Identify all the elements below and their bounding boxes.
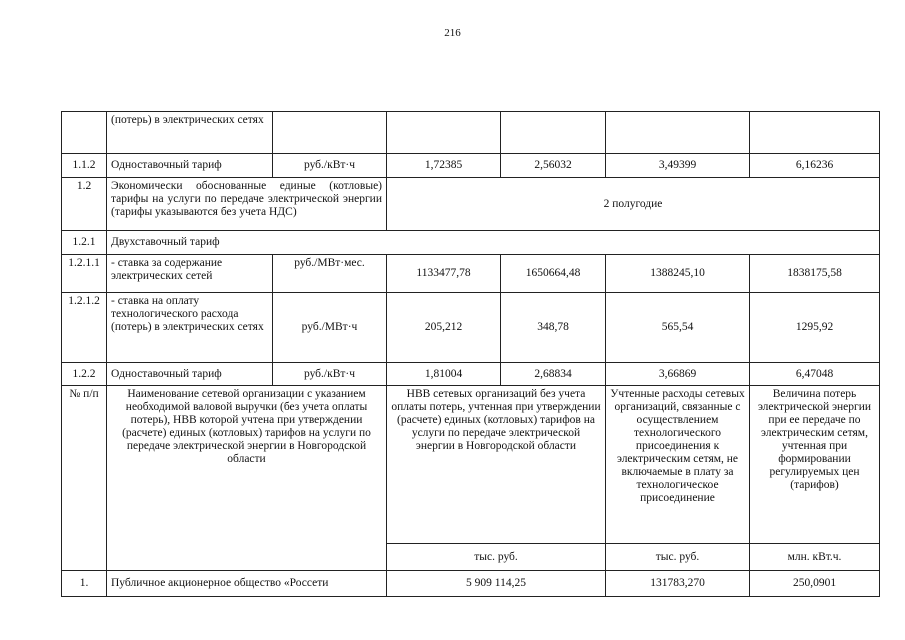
col-header-losses: Величина потерь электрической энергии при ее передаче по электрическим сетям, учтенная при формировании регулируемых цен (тарифов) bbox=[750, 386, 880, 544]
row-unit: руб./кВт·ч bbox=[273, 363, 387, 386]
row-value: 1,72385 bbox=[387, 154, 501, 178]
row-unit bbox=[273, 112, 387, 154]
row-value bbox=[606, 112, 750, 154]
row-value: 131783,270 bbox=[606, 571, 750, 597]
row-value: 205,212 bbox=[387, 293, 501, 363]
col-header-name: Наименование сетевой организации с указанием необходимой валовой выручки (без учета оплаты потерь), НВВ которой учтена при утверждении (расчете) единых (котловых) тарифов на услуги по передаче электрической энергии в Новгородской области bbox=[107, 386, 387, 571]
row-value: 1650664,48 bbox=[501, 255, 606, 293]
table-row bbox=[62, 571, 880, 597]
table-row bbox=[62, 112, 880, 154]
table-row bbox=[62, 231, 880, 255]
row-number bbox=[62, 112, 107, 154]
row-value: 565,54 bbox=[606, 293, 750, 363]
table-row bbox=[62, 178, 880, 231]
row-name: - ставка за содержание электрических сетей bbox=[107, 255, 273, 293]
table-row bbox=[62, 363, 880, 386]
row-name: Публичное акционерное общество «Россети bbox=[107, 571, 387, 597]
row-value: 6,47048 bbox=[750, 363, 880, 386]
col-header-nvv: НВВ сетевых организаций без учета оплаты потерь, учтенная при утверждении (расчете) единых (котловых) тарифов на услуги по передаче электрической энергии в Новгородской области bbox=[387, 386, 606, 544]
row-number: 1.1.2 bbox=[62, 154, 107, 178]
row-unit: руб./МВт·мес. bbox=[273, 255, 387, 293]
unit-label: тыс. руб. bbox=[606, 544, 750, 571]
row-value: 1,81004 bbox=[387, 363, 501, 386]
row-number: 1. bbox=[62, 571, 107, 597]
section-title: Экономически обоснованные единые (котловые) тарифы на услуги по передаче электрической энергии (тарифы указываются без учета НДС) bbox=[107, 178, 387, 231]
row-unit: руб./кВт·ч bbox=[273, 154, 387, 178]
unit-label: млн. кВт.ч. bbox=[750, 544, 880, 571]
row-number: 1.2.1.1 bbox=[62, 255, 107, 293]
row-value: 1133477,78 bbox=[387, 255, 501, 293]
col-header-number: № п/п bbox=[62, 386, 107, 571]
table-header-row bbox=[62, 386, 880, 544]
row-number: 1.2.2 bbox=[62, 363, 107, 386]
row-value: 5 909 114,25 bbox=[387, 571, 606, 597]
col-header-expenses: Учтенные расходы сетевых организаций, связанные с осуществлением технологического присоединения к электрическим сетям, не включаемые в плату за технологическое присоединение bbox=[606, 386, 750, 544]
row-value bbox=[750, 112, 880, 154]
row-value: 3,66869 bbox=[606, 363, 750, 386]
unit-label: тыс. руб. bbox=[387, 544, 606, 571]
row-number: 1.2.1 bbox=[62, 231, 107, 255]
row-name: Одноставочный тариф bbox=[107, 363, 273, 386]
row-value bbox=[501, 112, 606, 154]
row-unit: руб./МВт·ч bbox=[273, 293, 387, 363]
period-label: 2 полугодие bbox=[387, 178, 880, 231]
row-value: 250,0901 bbox=[750, 571, 880, 597]
row-name: Одноставочный тариф bbox=[107, 154, 273, 178]
row-value: 2,68834 bbox=[501, 363, 606, 386]
row-value: 2,56032 bbox=[501, 154, 606, 178]
row-number: 1.2 bbox=[62, 178, 107, 231]
row-name: - ставка на оплату технологического расхода (потерь) в электрических сетях bbox=[107, 293, 273, 363]
page-number: 216 bbox=[444, 27, 461, 39]
table-row bbox=[62, 293, 880, 363]
row-value: 3,49399 bbox=[606, 154, 750, 178]
row-value: 1838175,58 bbox=[750, 255, 880, 293]
row-value: 6,16236 bbox=[750, 154, 880, 178]
table-row bbox=[62, 154, 880, 178]
row-name: (потерь) в электрических сетях bbox=[107, 112, 273, 154]
row-value bbox=[387, 112, 501, 154]
row-value: 1388245,10 bbox=[606, 255, 750, 293]
row-name: Двухставочный тариф bbox=[107, 231, 880, 255]
row-number: 1.2.1.2 bbox=[62, 293, 107, 363]
table-row bbox=[62, 255, 880, 293]
tariff-table bbox=[61, 111, 880, 597]
row-value: 348,78 bbox=[501, 293, 606, 363]
row-value: 1295,92 bbox=[750, 293, 880, 363]
